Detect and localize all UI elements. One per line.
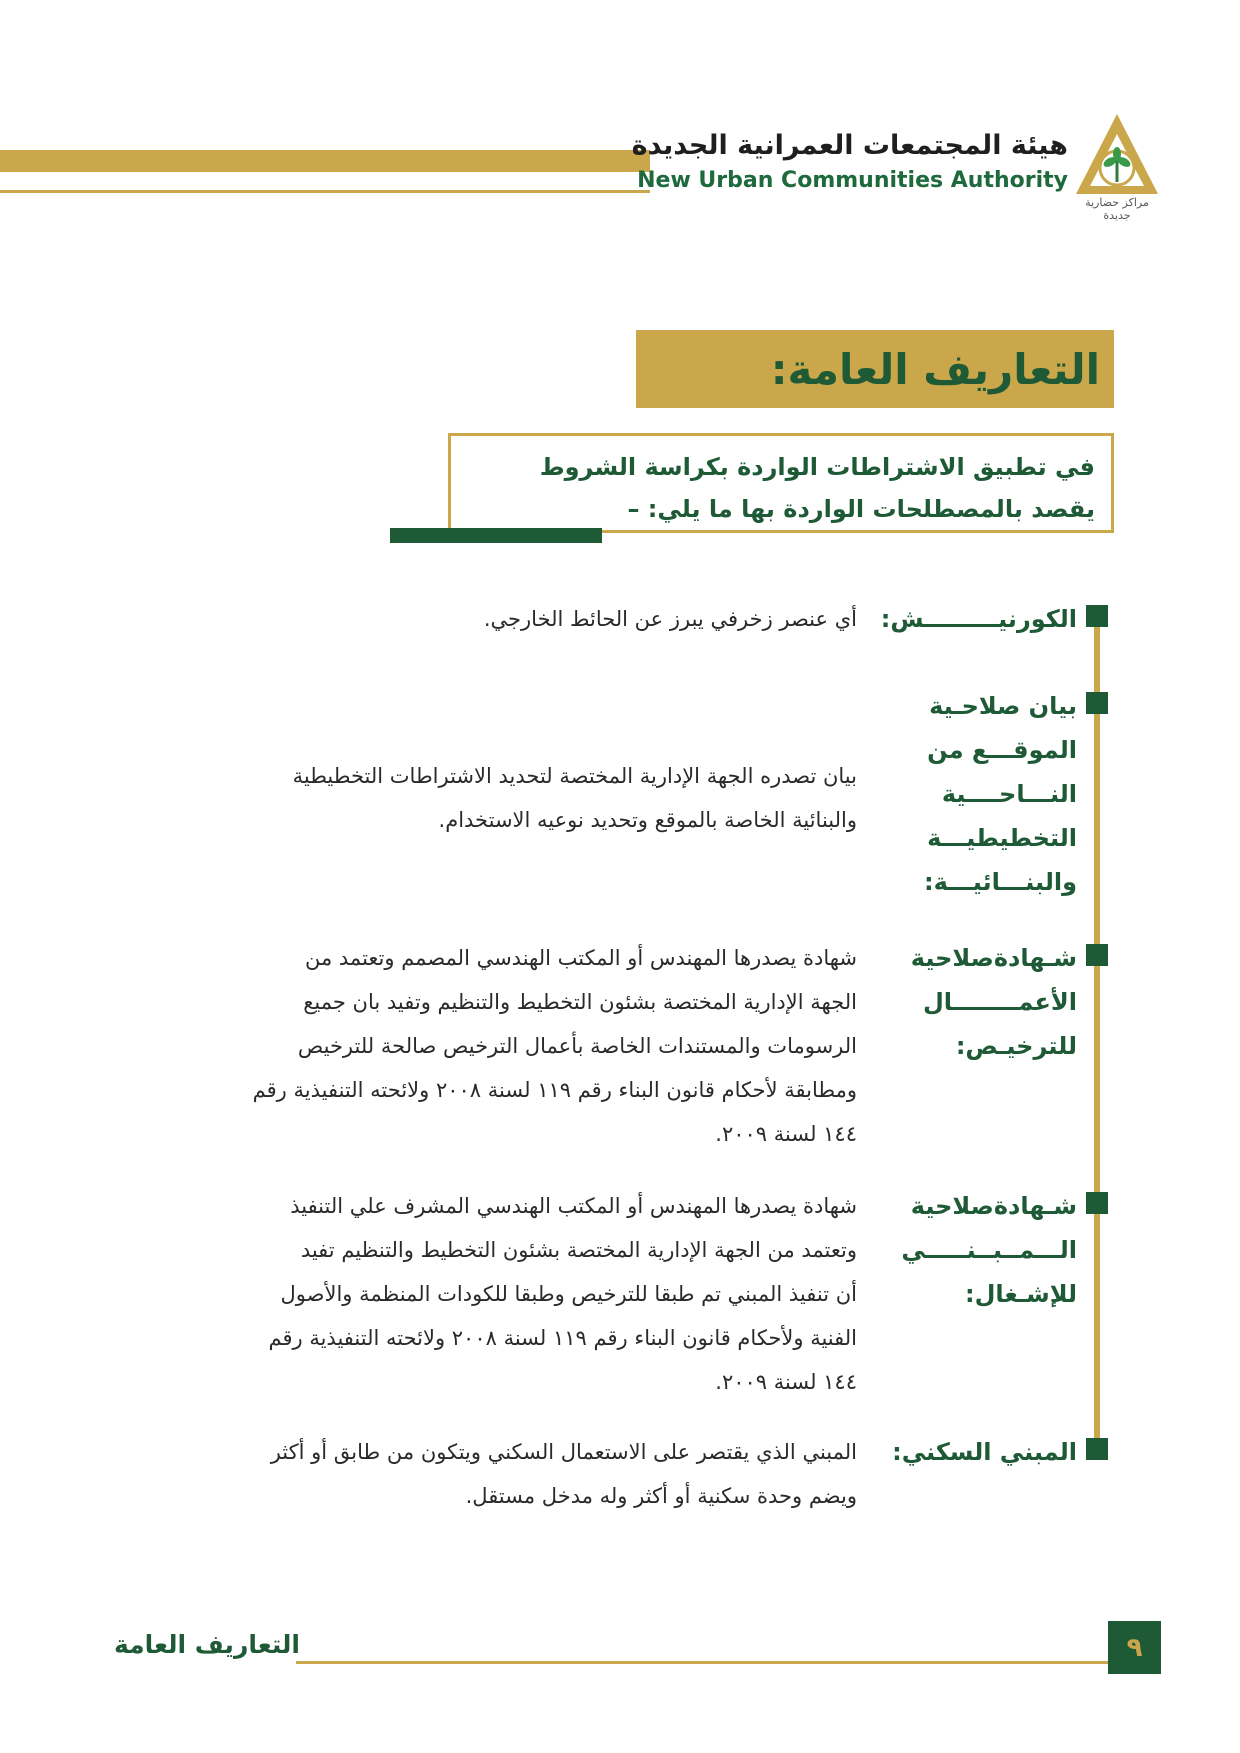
definition-marker-icon [1086,1192,1108,1214]
logo-caption: مراكز حضارية جديدة [1085,196,1149,222]
definition-text: شهادة يصدرها المهندس أو المكتب الهندسي المصمم وتعتمد من الجهة الإدارية المختصة بشئون التخطيط والتنظيم وتفيد بان جميع الرسومات والمستندات الخاصة بأعمال الترخيص صالحة للترخيص ومطابقة لأحكام قانون البناء رقم ١١٩ لسنة ٢٠٠٨ ولائحته التنفيذية رقم ١٤٤ لسنة ٢٠٠٩. [252,946,857,1146]
definition-term: الكورنيـــــــــش: [880,605,1077,633]
page-number: ٩ [1126,1632,1143,1663]
intro-accent-bar [390,528,602,543]
page-title-box [636,330,1114,408]
intro-box [448,433,1114,533]
org-name-arabic: هيئة المجتمعات العمرانية الجديدة [631,130,1068,161]
definition-text: شهادة يصدرها المهندس أو المكتب الهندسي المشرف علي التنفيذ وتعتمد من الجهة الإدارية المختصة بشئون التخطيط والتنظيم تفيد أن تنفيذ المبني تم طبقا للترخيص وطبقا للكودات المنظمة والأصول الفنية ولأحكام قانون البناء رقم ١١٩ لسنة ٢٠٠٨ ولائحته التنفيذية رقم ١٤٤ لسنة ٢٠٠٩. [268,1194,857,1394]
logo-triangle-icon [1072,112,1162,204]
definitions-timeline-line [1094,608,1100,1443]
nuca-logo [1072,112,1162,222]
footer-section-title: التعاريف العامة [113,1630,300,1659]
definition-marker-icon [1086,692,1108,714]
definition-marker-icon [1086,944,1108,966]
definition-text: بيان تصدره الجهة الإدارية المختصة لتحديد الاشتراطات التخطيطية والبنائية الخاصة بالموقع وتحديد نوعيه الاستخدام. [292,764,857,832]
definition-text: المبني الذي يقتصر على الاستعمال السكني ويتكون من طابق أو أكثر ويضم وحدة سكنية أو أكثر وله مدخل مستقل. [270,1440,857,1508]
org-name-english: New Urban Communities Authority [637,168,1068,193]
intro-line-2: يقصد بالمصطلحات الواردة بها ما يلي: – [627,495,1095,523]
page-number-badge [1108,1621,1161,1674]
definition-term: شـهادةصلاحية الـــمــبــنـــــي للإشـغال: [901,1192,1077,1308]
page-title: التعاريف العامة: [770,344,1100,394]
definition-marker-icon [1086,605,1108,627]
definition-term: بيان صلاحـية الموقـــع من النـــاحــــية التخطيطيـــة والبنـــائيـــة: [924,692,1077,896]
footer-gold-line [296,1661,1108,1664]
definition-term: شـهادةصلاحية الأعمــــــــال للترخيـص: [910,944,1077,1060]
definition-term: المبني السكني: [892,1438,1077,1466]
definition-marker-icon [1086,1438,1108,1460]
intro-line-1: في تطبيق الاشتراطات الواردة بكراسة الشروط [539,453,1095,481]
definition-text: أي عنصر زخرفي يبرز عن الحائط الخارجي. [483,607,857,631]
